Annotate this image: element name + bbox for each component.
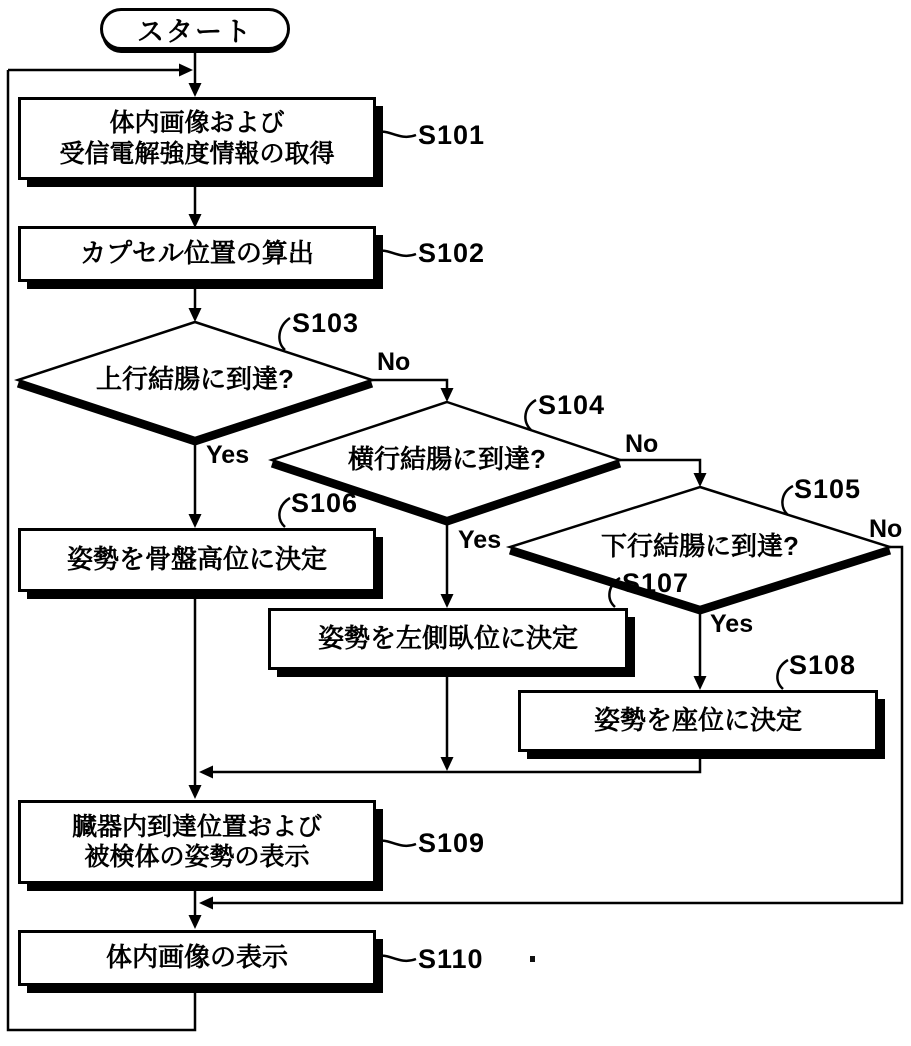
branch-s105-yes: Yes	[710, 610, 754, 638]
step-label-s103: S103	[292, 308, 360, 338]
arrow-into-s106	[189, 514, 202, 528]
leader-s109	[377, 841, 416, 846]
arrow-into-s107	[441, 594, 454, 608]
arrow-loop-merge	[179, 64, 193, 77]
leader-s101	[377, 132, 416, 137]
step-label-s107: S107	[622, 568, 690, 598]
branch-s104-yes: Yes	[458, 526, 502, 554]
arrow-s107-onto-merge	[441, 757, 454, 771]
process-s101-line2: 受信電解強度情報の取得	[59, 139, 335, 168]
arrow-merge2-left	[199, 897, 213, 910]
arrow-into-s110	[189, 915, 202, 929]
process-s106-text: 姿勢を骨盤高位に決定	[66, 544, 327, 575]
process-s108-text: 姿勢を座位に決定	[593, 705, 802, 736]
step-label-s110: S110	[418, 944, 484, 974]
leader-s108	[777, 660, 788, 689]
arrow-into-s101	[189, 83, 202, 97]
start-node	[100, 8, 290, 50]
decision-s103-text: 上行結腸に到達?	[96, 364, 294, 394]
step-label-s102: S102	[418, 238, 486, 268]
branch-s103-no: No	[377, 348, 411, 376]
process-s102-text: カプセル位置の算出	[80, 238, 314, 269]
process-s107	[268, 608, 628, 670]
process-s101	[18, 97, 376, 180]
leader-s110	[377, 956, 416, 961]
step-label-s108: S108	[789, 650, 857, 680]
arrow-into-s108	[694, 676, 707, 690]
arrow-merge1-left	[199, 766, 213, 779]
process-s110-text: 体内画像の表示	[105, 942, 288, 973]
scan-speck	[530, 956, 535, 962]
edge-s108-merge	[212, 752, 700, 772]
leader-s103	[279, 318, 290, 350]
process-s110	[18, 930, 376, 986]
decision-s104-text: 横行結腸に到達?	[348, 444, 546, 474]
process-s109-line2: 被検体の姿勢の表示	[84, 843, 310, 871]
step-label-s104: S104	[538, 390, 606, 420]
edge-s103-no	[372, 380, 447, 389]
arrow-into-s105	[694, 473, 707, 487]
process-s101-line1: 体内画像および	[109, 109, 285, 137]
process-s107-text: 姿勢を左側臥位に決定	[317, 623, 578, 654]
step-label-s106: S106	[291, 488, 359, 518]
arrow-into-s109	[189, 785, 202, 799]
leader-s106	[279, 498, 290, 527]
process-s106	[18, 528, 376, 592]
decision-s105-text: 下行結腸に到達?	[601, 531, 799, 561]
process-s102	[18, 226, 376, 282]
leader-s105	[782, 486, 793, 515]
branch-s105-no: No	[869, 515, 903, 543]
step-label-s105: S105	[794, 474, 862, 504]
step-label-s109: S109	[418, 828, 486, 858]
process-s109-line1: 臓器内到達位置および	[71, 812, 322, 841]
branch-s104-no: No	[625, 430, 659, 458]
branch-s103-yes: Yes	[206, 441, 250, 469]
start-label: スタート	[137, 16, 253, 47]
leader-s102	[377, 251, 416, 256]
process-s109	[18, 800, 376, 884]
step-label-s101: S101	[418, 120, 486, 150]
process-s108	[518, 690, 878, 752]
arrow-into-s104	[441, 388, 454, 402]
arrow-into-s103	[189, 308, 202, 322]
leader-s104	[525, 400, 536, 430]
edge-s104-no	[620, 460, 700, 474]
